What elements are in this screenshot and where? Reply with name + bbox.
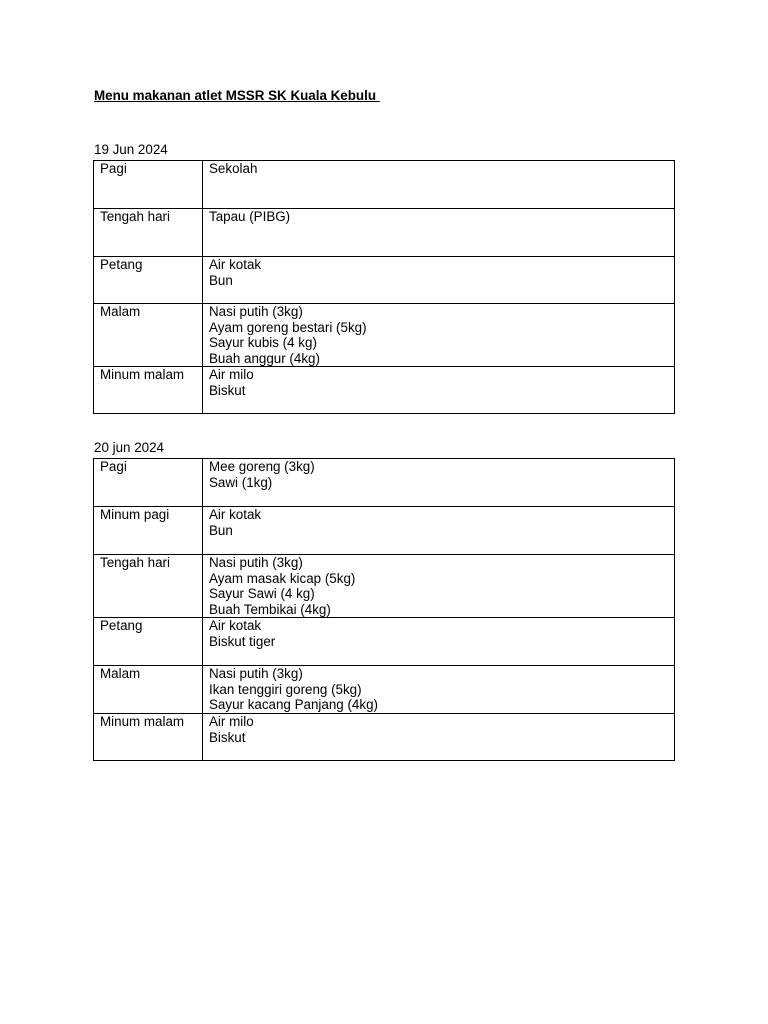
meal-item: Air milo: [209, 714, 254, 729]
meal-item: Sayur kacang Panjang (4kg): [209, 697, 378, 712]
document-title: Menu makanan atlet MSSR SK Kuala Kebulu: [94, 88, 380, 103]
meal-item: Tapau (PIBG): [209, 209, 291, 224]
table-row: [94, 618, 675, 666]
meal-item: Buah anggur (4kg): [209, 350, 320, 366]
day-date: 19 Jun 2024: [94, 142, 168, 157]
meal-item: Air milo: [209, 367, 254, 382]
table-row: [94, 666, 675, 714]
menu-table: [93, 160, 675, 414]
day-date: 20 jun 2024: [94, 440, 164, 455]
meal-item: Bun: [209, 272, 233, 288]
meal-items-cell: [203, 555, 675, 618]
meal-name-cell: [94, 367, 203, 414]
meal-item: Buah Tembikai (4kg): [209, 601, 331, 617]
meal-name-cell: [94, 209, 203, 257]
meal-name: Pagi: [100, 459, 127, 474]
meal-name-cell: [94, 161, 203, 209]
meal-name-cell: [94, 555, 203, 618]
meal-items-cell: [203, 459, 675, 507]
meal-item: Ayam masak kicap (5kg): [209, 570, 356, 586]
meal-name: Malam: [100, 304, 141, 319]
meal-name: Minum pagi: [100, 507, 170, 522]
meal-item: Nasi putih (3kg): [209, 555, 303, 570]
table-row: [94, 459, 675, 507]
meal-item: Biskut: [209, 382, 246, 398]
table-row: [94, 304, 675, 367]
meal-item: Nasi putih (3kg): [209, 666, 303, 681]
meal-name: Minum malam: [100, 714, 185, 729]
meal-item: Sayur kubis (4 kg): [209, 335, 317, 350]
meal-name: Pagi: [100, 161, 127, 176]
meal-items-cell: [203, 257, 675, 304]
table-row: [94, 367, 675, 414]
meal-name-cell: [94, 459, 203, 507]
meal-name: Tengah hari: [100, 555, 170, 570]
table-row: [94, 161, 675, 209]
table-row: [94, 714, 675, 761]
meal-name-cell: [94, 618, 203, 666]
meal-item: Sawi (1kg): [209, 474, 273, 490]
meal-item: Nasi putih (3kg): [209, 304, 303, 319]
meal-item: Sekolah: [209, 161, 258, 176]
meal-item: Mee goreng (3kg): [209, 459, 315, 474]
meal-items-cell: [203, 209, 675, 257]
meal-name-cell: [94, 257, 203, 304]
meal-item: Air kotak: [209, 257, 262, 272]
meal-item: Ikan tenggiri goreng (5kg): [209, 681, 362, 697]
meal-name-cell: [94, 507, 203, 555]
menu-table: [93, 458, 675, 761]
meal-name-cell: [94, 714, 203, 761]
meal-item: Bun: [209, 522, 233, 538]
meal-name-cell: [94, 304, 203, 367]
meal-item: Air kotak: [209, 507, 262, 522]
table-row: [94, 507, 675, 555]
table-row: [94, 257, 675, 304]
meal-items-cell: [203, 161, 675, 209]
meal-name: Petang: [100, 618, 143, 633]
meal-items-cell: [203, 666, 675, 714]
meal-item: Air kotak: [209, 618, 262, 633]
meal-items-cell: [203, 304, 675, 367]
meal-item: Sayur Sawi (4 kg): [209, 586, 315, 601]
meal-items-cell: [203, 507, 675, 555]
meal-name: Petang: [100, 257, 143, 272]
meal-name-cell: [94, 666, 203, 714]
meal-name: Malam: [100, 666, 141, 681]
meal-items-cell: [203, 714, 675, 761]
meal-items-cell: [203, 367, 675, 414]
meal-name: Tengah hari: [100, 209, 170, 224]
table-row: [94, 555, 675, 618]
meal-item: Biskut: [209, 729, 246, 745]
meal-item: Ayam goreng bestari (5kg): [209, 319, 367, 335]
meal-name: Minum malam: [100, 367, 185, 382]
table-row: [94, 209, 675, 257]
meal-items-cell: [203, 618, 675, 666]
meal-item: Biskut tiger: [209, 633, 276, 649]
